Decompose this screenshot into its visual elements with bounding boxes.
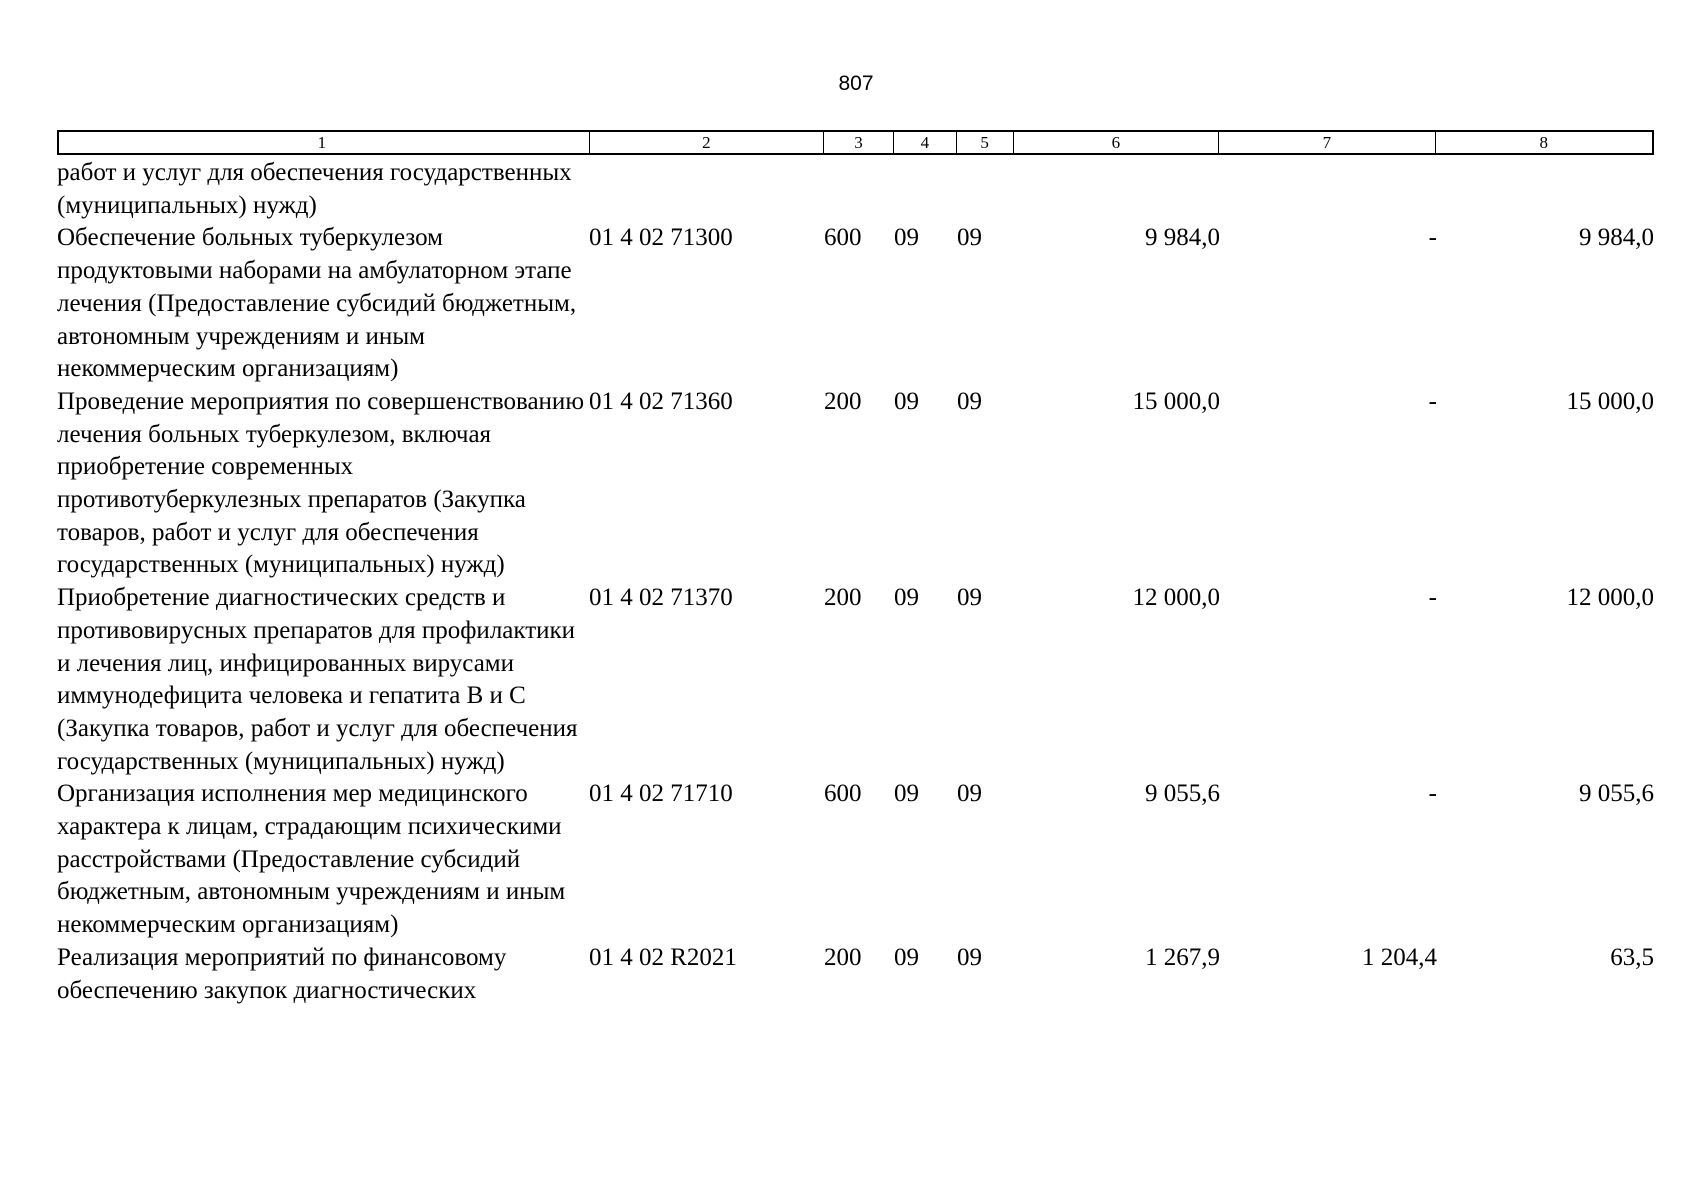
row-target-code bbox=[589, 157, 824, 222]
row-total bbox=[1014, 157, 1220, 222]
table-row bbox=[57, 778, 1654, 942]
row-name: Проведение мероприятия по совершенствованию лечения больных туберкулезом, включая приобретение современных противотуберкулезных препаратов (Закупка товаров, работ и услуг для обеспечения государственных (муниципальных) нужд) bbox=[57, 387, 584, 579]
row-name: Приобретение диагностических средств и противовирусных препаратов для профилактики и лечения лиц, инфицированных вирусами иммунодефицита человека и гепатита B и C (Закупка товаров, работ и услуг для обеспечения государственных (муниципальных) нужд) bbox=[57, 584, 578, 775]
row-target-code: 01 4 02 R2021 bbox=[589, 943, 737, 971]
column-number-6: 6 bbox=[1014, 132, 1219, 153]
column-number-2: 2 bbox=[590, 132, 824, 153]
row-total: 12 000,0 bbox=[1132, 584, 1220, 612]
row-subsection: 09 bbox=[957, 780, 982, 808]
row-target-code: 01 4 02 71300 bbox=[589, 224, 733, 252]
row-target-code: 01 4 02 71710 bbox=[589, 780, 733, 808]
row-name: Организация исполнения мер медицинского характера к лицам, страдающим психическими расстройствами (Предоставление субсидий бюджетным, автономным учреждениям и иным некоммерческим организациям) bbox=[57, 780, 566, 939]
column-number-7: 7 bbox=[1219, 132, 1435, 153]
row-section: 09 bbox=[894, 780, 919, 808]
row-expense-type: 200 bbox=[824, 387, 862, 415]
table-row bbox=[57, 157, 1654, 222]
budget-table-body bbox=[57, 157, 1654, 1007]
row-expense-type: 600 bbox=[824, 224, 862, 252]
row-regional: 9 984,0 bbox=[1579, 224, 1654, 252]
row-regional: 15 000,0 bbox=[1566, 387, 1654, 415]
table-row bbox=[57, 386, 1654, 582]
row-federal: 1 204,4 bbox=[1362, 943, 1437, 971]
row-target-code: 01 4 02 71360 bbox=[589, 387, 733, 415]
row-name: Обеспечение больных туберкулезом продуктовыми наборами на амбулаторном этапе лечения (Предоставление субсидий бюджетным, автономным учреждениям и иным некоммерческим организациям) bbox=[57, 224, 577, 383]
row-regional: 9 055,6 bbox=[1579, 780, 1654, 808]
row-total: 9 055,6 bbox=[1145, 780, 1220, 808]
row-section: 09 bbox=[894, 387, 919, 415]
column-number-header bbox=[57, 130, 1654, 155]
row-subsection: 09 bbox=[957, 224, 982, 252]
page-number: 807 bbox=[838, 72, 874, 95]
column-number-4: 4 bbox=[894, 132, 957, 153]
table-row bbox=[57, 942, 1654, 1007]
row-federal bbox=[1220, 157, 1437, 222]
row-expense-type: 200 bbox=[824, 943, 862, 971]
row-subsection: 09 bbox=[957, 943, 982, 971]
row-regional bbox=[1437, 157, 1654, 222]
row-section bbox=[894, 157, 957, 222]
column-number-5: 5 bbox=[957, 132, 1014, 153]
row-subsection: 09 bbox=[957, 387, 982, 415]
row-section: 09 bbox=[894, 584, 919, 612]
row-expense-type: 200 bbox=[824, 584, 862, 612]
row-name: Реализация мероприятий по финансовому обеспечению закупок диагностических bbox=[57, 943, 507, 1004]
row-subsection: 09 bbox=[957, 584, 982, 612]
row-regional: 63,5 bbox=[1610, 943, 1654, 971]
row-expense-type bbox=[824, 157, 894, 222]
row-subsection bbox=[957, 157, 1014, 222]
table-row bbox=[57, 222, 1654, 386]
column-number-1: 1 bbox=[59, 132, 590, 153]
row-expense-type: 600 bbox=[824, 780, 862, 808]
row-section: 09 bbox=[894, 224, 919, 252]
row-target-code: 01 4 02 71370 bbox=[589, 584, 733, 612]
row-total: 9 984,0 bbox=[1145, 224, 1220, 252]
row-section: 09 bbox=[894, 943, 919, 971]
column-number-3: 3 bbox=[824, 132, 894, 153]
row-total: 15 000,0 bbox=[1132, 387, 1220, 415]
row-federal: - bbox=[1428, 224, 1437, 252]
row-total: 1 267,9 bbox=[1145, 943, 1220, 971]
row-federal: - bbox=[1428, 584, 1437, 612]
row-federal: - bbox=[1428, 387, 1437, 415]
row-name: работ и услуг для обеспечения государственных (муниципальных) нужд) bbox=[57, 159, 572, 219]
column-number-8: 8 bbox=[1539, 133, 1549, 152]
row-regional: 12 000,0 bbox=[1566, 584, 1654, 612]
row-federal: - bbox=[1428, 780, 1437, 808]
table-row bbox=[57, 582, 1654, 778]
